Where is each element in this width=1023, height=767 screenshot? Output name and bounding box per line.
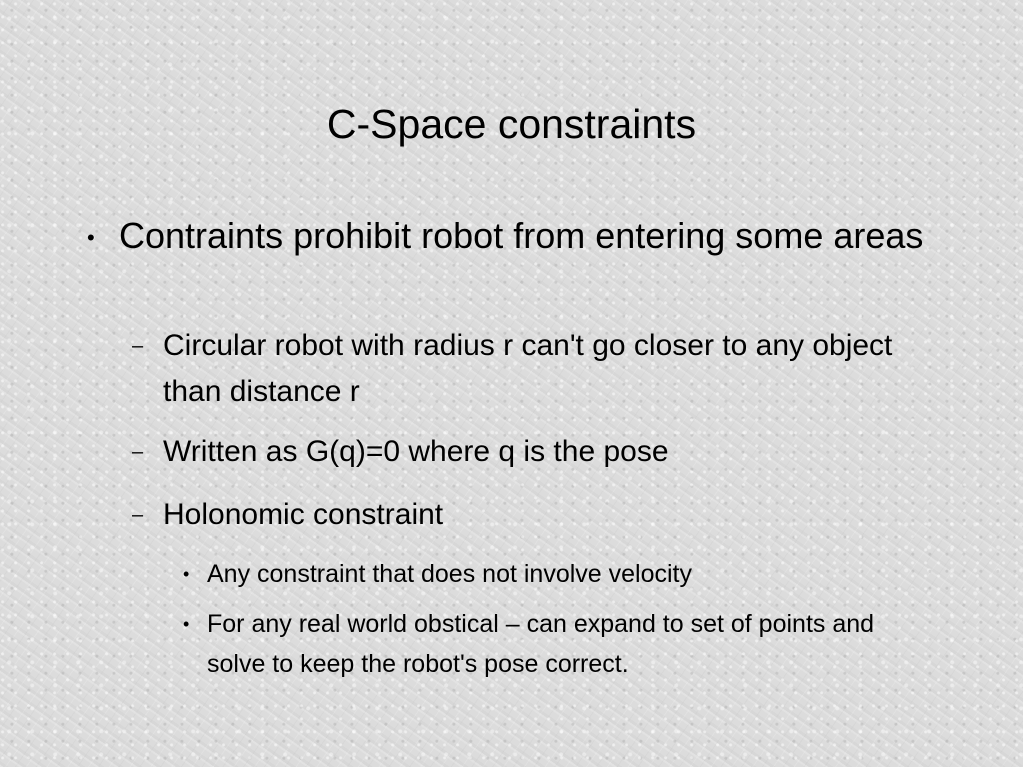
sub-sub-bullet-item	[183, 554, 903, 594]
sub-bullet-item	[132, 429, 952, 475]
sub-sub-bullet-item	[183, 604, 903, 684]
sub-bullet-text: Holonomic constraint	[163, 498, 444, 531]
slide-title: C-Space constraints	[326, 101, 697, 147]
bullet-dot-icon: •	[87, 225, 95, 250]
sub-bullet-item	[132, 323, 952, 415]
sub-bullet-text: Circular robot with radius r can't go closer to any object than distance r	[163, 329, 893, 408]
dash-icon: –	[132, 441, 144, 463]
sub-sub-bullet-text: Any constraint that does not involve velocity	[207, 560, 692, 588]
sub-sub-bullet-text: For any real world obstical – can expand to set of points and solve to keep the robot's pose correct.	[207, 610, 875, 678]
bullet-text: Contraints prohibit robot from entering some areas	[119, 215, 924, 256]
bullet-dot-icon: •	[183, 564, 190, 584]
bullet-dot-icon: •	[183, 614, 190, 634]
sub-bullet-text: Written as G(q)=0 where q is the pose	[163, 435, 669, 468]
bullet-item-level-1	[82, 214, 942, 258]
dash-icon: –	[132, 504, 144, 526]
dash-icon: –	[132, 335, 144, 357]
sub-bullet-item	[132, 492, 952, 538]
